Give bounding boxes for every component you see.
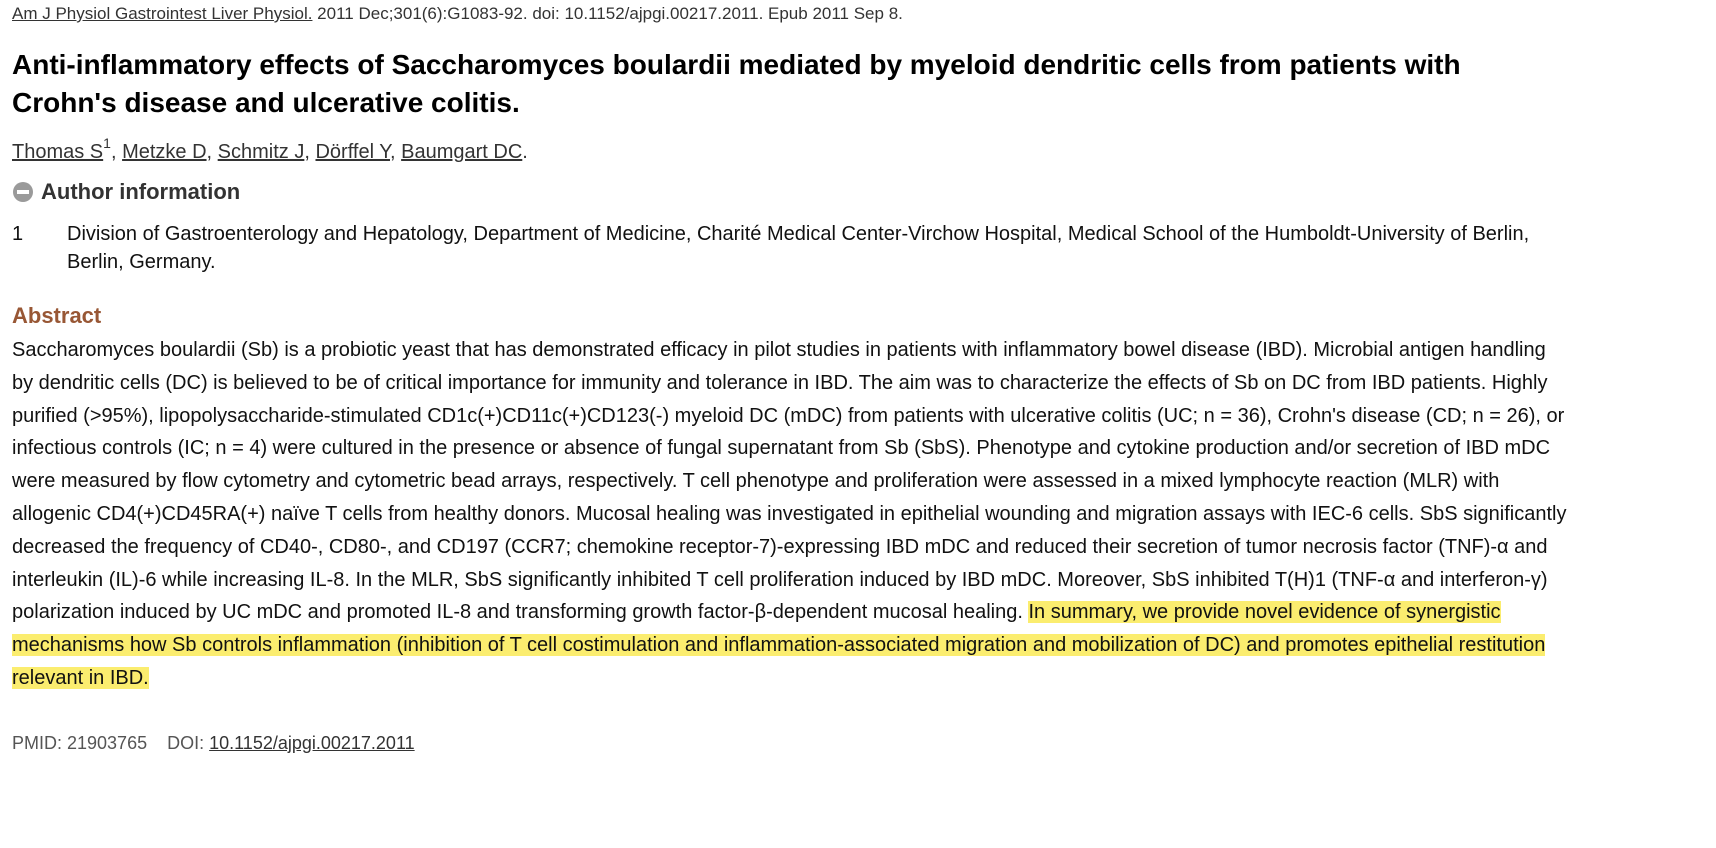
- author-link[interactable]: Dörffel Y: [315, 141, 390, 163]
- article-page: [12, 0, 1572, 755]
- citation-details: 2011 Dec;301(6):G1083-92. doi: 10.1152/ajpgi.00217.2011. Epub 2011 Sep 8.: [312, 4, 903, 23]
- collapse-minus-icon[interactable]: [13, 182, 33, 202]
- author-list-end: .: [522, 141, 528, 163]
- author-link[interactable]: Schmitz J: [217, 141, 305, 163]
- abstract-body: [12, 334, 1572, 695]
- article-identifiers: [12, 731, 1572, 755]
- abstract-text: Saccharomyces boulardii (Sb) is a probiotic yeast that has demonstrated efficacy in pilot studies in patients with inflammatory bowel disease (IBD). Microbial antigen handling by dendritic cells (DC) is believed to be of critical importance for immunity and tolerance in IBD. The aim was to characterize the effects of Sb on DC from IBD patients. Highly purified (>95%), lipopolysaccharide-stimulated CD1c(+)CD11c(+)CD123(-) myeloid DC (mDC) from patients with ulcerative colitis (UC; n = 36), Crohn's disease (CD; n = 26), or infectious controls (IC; n = 4) were cultured in the presence or absence of fungal supernatant from Sb (SbS). Phenotype and cytokine production and/or secretion of IBD mDC were measured by flow cytometry and cytometric bead arrays, respectively. T cell phenotype and proliferation were assessed in a mixed lymphocyte reaction (MLR) with allogenic CD4(+)CD45RA(+) naïve T cells from healthy donors. Mucosal healing was investigated in epithelial wounding and migration assays with IEC-6 cells. SbS significantly decreased the frequency of CD40-, CD80-, and CD197 (CCR7; chemokine receptor-7)-expressing IBD mDC and reduced their secretion of tumor necrosis factor (TNF)-α and interleukin (IL)-6 while increasing IL-8. In the MLR, SbS significantly inhibited T cell proliferation induced by IBD mDC. Moreover, SbS inhibited T(H)1 (TNF-α and interferon-γ) polarization induced by UC mDC and promoted IL-8 and transforming growth factor-β-dependent mucosal healing.: [12, 339, 1567, 624]
- affiliation-text: Division of Gastroenterology and Hepatology, Department of Medicine, Charité Medical Center-Virchow Hospital, Medical School of the Humboldt-University of Berlin, Berlin, Germany.: [67, 223, 1530, 273]
- author-link[interactable]: Metzke D: [122, 141, 207, 163]
- author-separator: ,: [206, 141, 218, 163]
- abstract-highlighted-summary: In summary, we provide novel evidence of synergistic mechanisms how Sb controls inflammation (inhibition of T cell costimulation and inflammation-associated migration and mobilization of DC) and promotes epithelial restitution relevant in IBD.: [12, 601, 1546, 689]
- journal-link[interactable]: Am J Physiol Gastrointest Liver Physiol.: [12, 4, 313, 23]
- abstract-heading: Abstract: [12, 303, 102, 328]
- pmid-label: PMID: 21903765: [12, 732, 148, 753]
- author-list: [12, 135, 1572, 166]
- affiliation-number: 1: [12, 223, 24, 245]
- author-affiliation-marker: 1: [103, 135, 111, 152]
- author-separator: ,: [390, 141, 402, 163]
- author-information-toggle[interactable]: [12, 178, 1572, 206]
- author-link[interactable]: Thomas S: [12, 141, 104, 163]
- author-link[interactable]: Baumgart DC: [401, 141, 523, 163]
- author-separator: ,: [304, 141, 316, 163]
- doi-link[interactable]: 10.1152/ajpgi.00217.2011: [209, 732, 415, 753]
- doi-label: DOI:: [167, 732, 210, 753]
- article-title: Anti-inflammatory effects of Saccharomyces boulardii mediated by myeloid dendritic cells from patients with Crohn's disease and ulcerative colitis.: [12, 49, 1461, 118]
- author-separator: ,: [110, 141, 123, 163]
- author-information-title[interactable]: Author information: [41, 179, 241, 204]
- affiliation-item: [12, 220, 1572, 276]
- citation-line: [12, 4, 1572, 24]
